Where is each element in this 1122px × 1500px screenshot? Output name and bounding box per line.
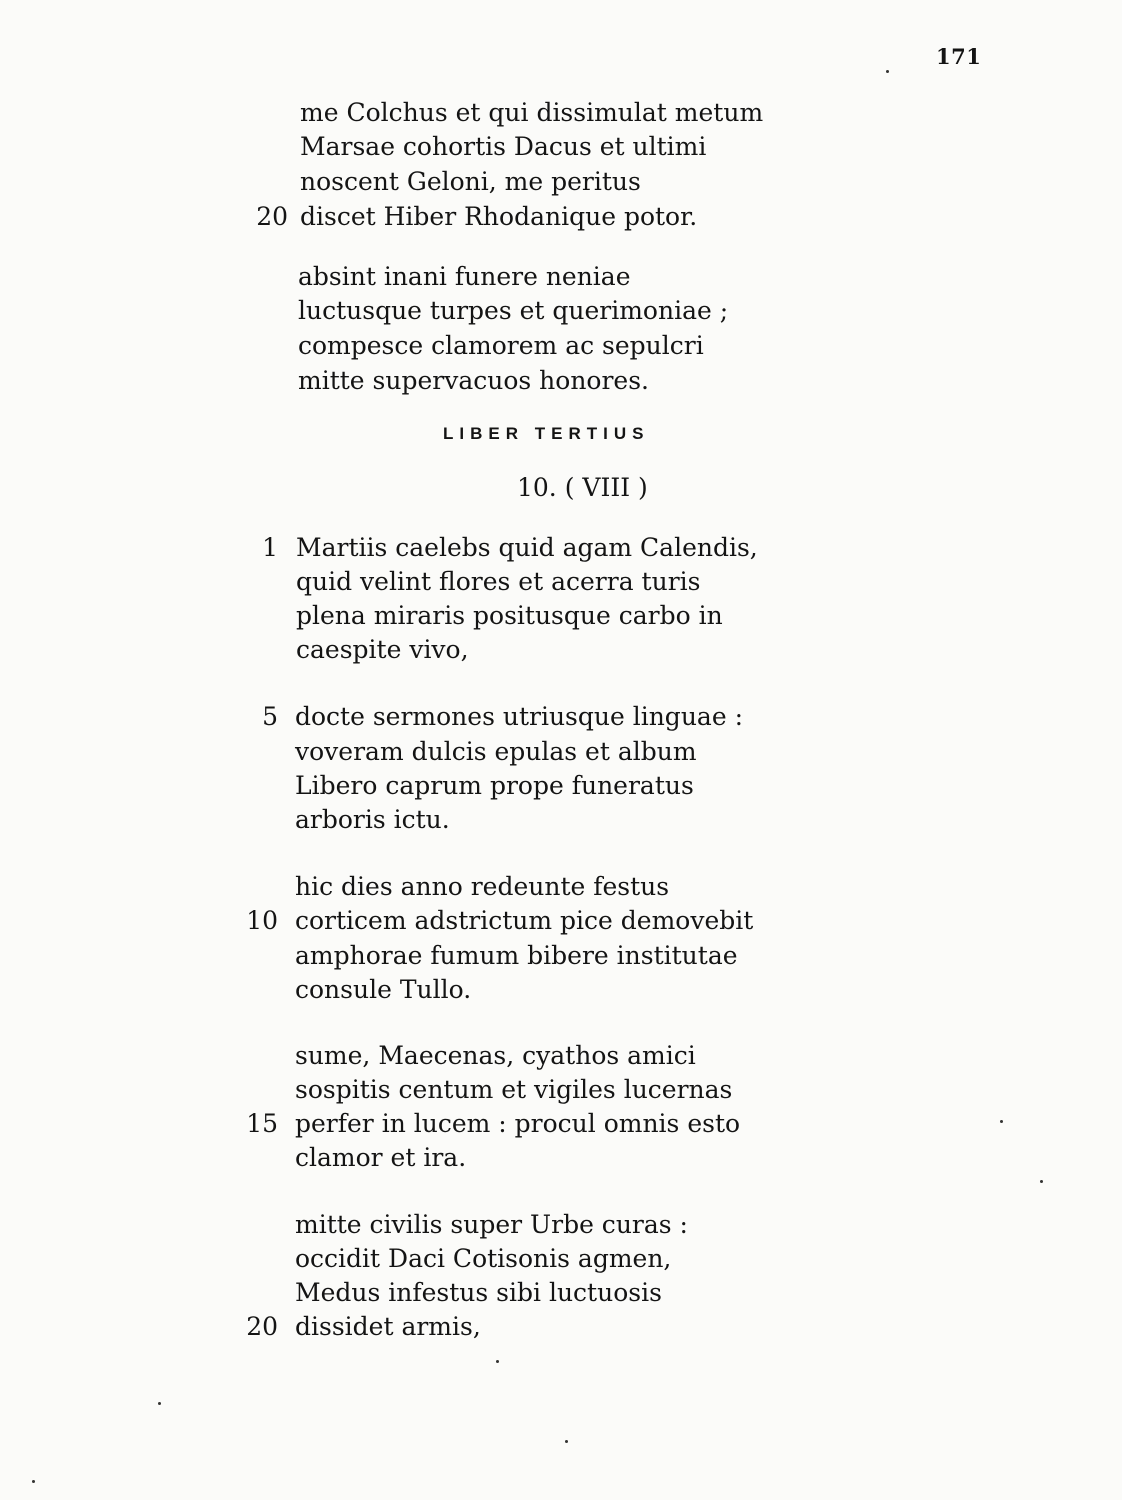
verse-line: compesce clamorem ac sepulcri xyxy=(298,331,704,360)
verse-line: quid velint flores et acerra turis xyxy=(296,567,701,596)
verse-line: Marsae cohortis Dacus et ultimi xyxy=(300,132,707,161)
line-number: 15 xyxy=(246,1109,278,1138)
verse-line: arboris ictu. xyxy=(295,805,450,834)
verse-line: me Colchus et qui dissimulat metum xyxy=(300,98,764,127)
verse-line: Martiis caelebs quid agam Calendis, xyxy=(296,533,758,562)
verse-line: dissidet armis, xyxy=(295,1312,481,1341)
verse-line: docte sermones utriusque linguae : xyxy=(295,702,743,731)
verse-line: consule Tullo. xyxy=(295,975,472,1004)
verse-line: clamor et ira. xyxy=(295,1143,467,1172)
line-number: 10 xyxy=(246,906,278,935)
verse-line: corticem adstrictum pice demovebit xyxy=(295,906,754,935)
verse-line: Libero caprum prope funeratus xyxy=(295,771,694,800)
verse-line: mitte supervacuos honores. xyxy=(298,366,650,395)
show-through-texture xyxy=(820,110,1100,1360)
verse-line: hic dies anno redeunte festus xyxy=(295,872,670,901)
page-number: 171 xyxy=(936,44,982,69)
verse-line: absint inani funere neniae xyxy=(298,262,631,291)
verse-line: caespite vivo, xyxy=(296,635,469,664)
verse-line: voveram dulcis epulas et album xyxy=(295,737,697,766)
verse-line: plena miraris positusque carbo in xyxy=(296,601,723,630)
verse-line: mitte civilis super Urbe curas : xyxy=(295,1210,688,1239)
line-number: 5 xyxy=(262,702,278,731)
verse-line: noscent Geloni, me peritus xyxy=(300,167,641,196)
verse-line: amphorae fumum bibere institutae xyxy=(295,941,738,970)
line-number: 1 xyxy=(262,533,278,562)
verse-line: discet Hiber Rhodanique potor. xyxy=(300,202,698,231)
verse-line: sospitis centum et vigiles lucernas xyxy=(295,1075,733,1104)
verse-line: occidit Daci Cotisonis agmen, xyxy=(295,1244,672,1273)
line-number: 20 xyxy=(256,202,288,231)
verse-line: perfer in lucem : procul omnis esto xyxy=(295,1109,741,1138)
verse-line: sume, Maecenas, cyathos amici xyxy=(295,1041,696,1070)
line-number: 20 xyxy=(246,1312,278,1341)
verse-line: luctusque turpes et querimoniae ; xyxy=(298,296,729,325)
poem-heading: 10. ( VIII ) xyxy=(517,473,648,502)
book-title: LIBER TERTIUS xyxy=(443,424,650,443)
verse-line: Medus infestus sibi luctuosis xyxy=(295,1278,662,1307)
